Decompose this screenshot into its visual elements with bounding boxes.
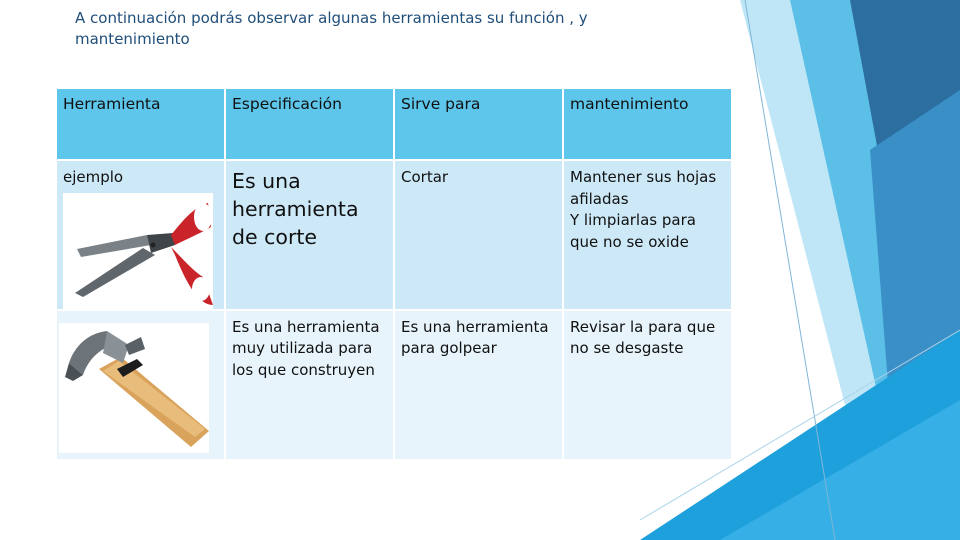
cell-mantenimiento: Mantener sus hojas afiladas Y limpiarlas para que no se oxide xyxy=(564,161,731,309)
tool-label: ejemplo xyxy=(63,168,124,186)
cell-tool-scissors xyxy=(57,161,224,309)
tools-table xyxy=(55,87,733,461)
slide-title: A continuación podrás observar algunas herramientas su función , y mantenimiento xyxy=(75,9,588,48)
hammer-icon xyxy=(59,323,209,453)
header-sirve-para: Sirve para xyxy=(395,89,562,159)
cell-tool-hammer xyxy=(57,311,224,459)
header-herramienta: Herramienta xyxy=(57,89,224,159)
cell-especificacion: Es una herramienta muy utilizada para los que construyen xyxy=(226,311,393,459)
table-row xyxy=(57,311,731,459)
cell-sirve-para: Cortar xyxy=(395,161,562,309)
header-especificacion: Especificación xyxy=(226,89,393,159)
cell-sirve-para: Es una herramienta para golpear xyxy=(395,311,562,459)
header-mantenimiento: mantenimiento xyxy=(564,89,731,159)
cell-mantenimiento: Revisar la para que no se desgaste xyxy=(564,311,731,459)
table-row xyxy=(57,161,731,309)
table-header-row xyxy=(57,89,731,159)
cell-especificacion: Es una herramienta de corte xyxy=(226,161,393,309)
scissors-icon xyxy=(63,193,213,309)
